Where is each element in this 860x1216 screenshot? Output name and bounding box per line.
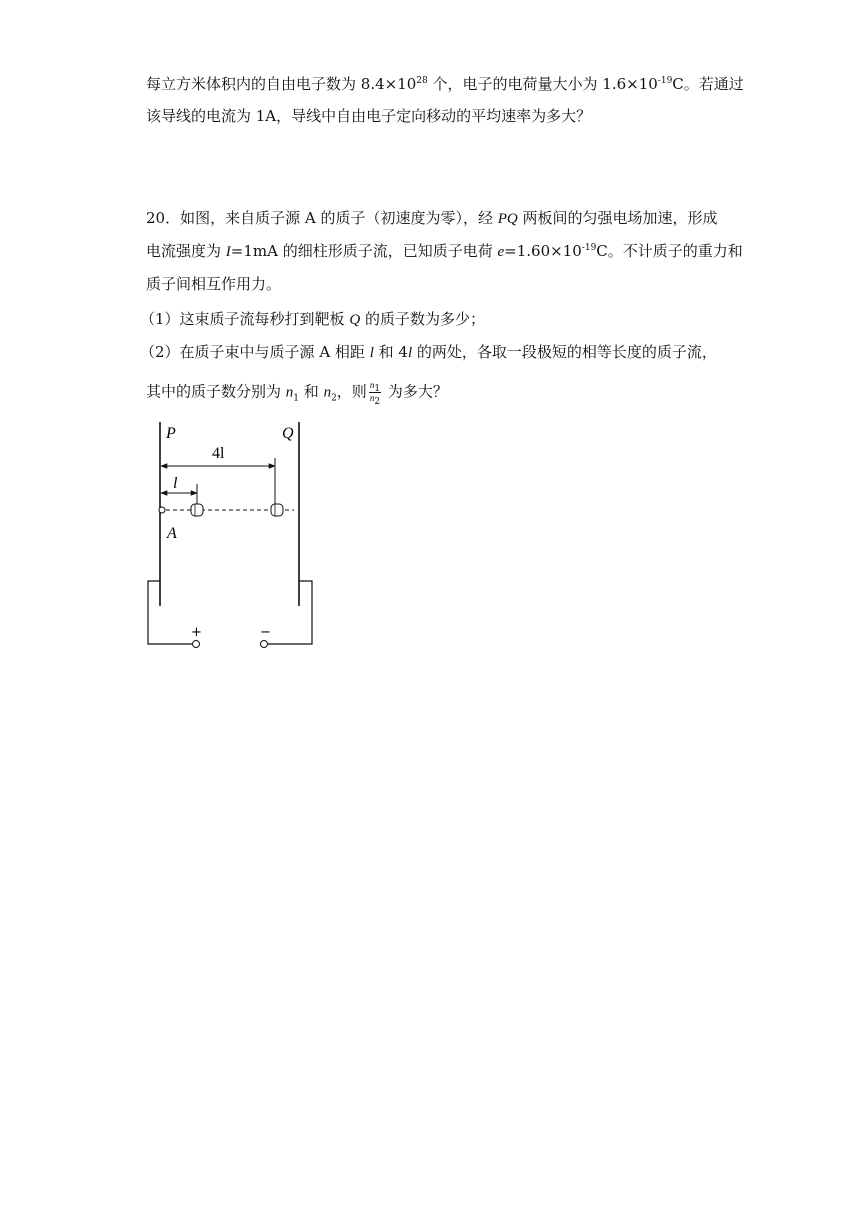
terminal-positive	[193, 641, 200, 648]
q20-text: 的两处，各取一段极短的相等长度的质子流，	[412, 343, 717, 361]
subscript: 2	[331, 393, 337, 404]
q20-text: 为多大？	[383, 382, 448, 401]
question-number: 20．	[146, 209, 181, 227]
label-plus: +	[191, 625, 202, 640]
symbol-PQ: PQ	[497, 211, 518, 227]
q20-text: 和	[299, 382, 324, 401]
symbol-l: l	[369, 345, 374, 361]
q20-line-1	[146, 208, 718, 229]
symbol-I: I	[225, 244, 231, 260]
fraction-numerator	[369, 380, 381, 393]
symbol-n: n	[369, 380, 375, 390]
subscript: 1	[374, 383, 381, 394]
label-A: A	[167, 525, 177, 542]
q20-sub-question-2-cont	[146, 380, 448, 405]
proton-source-A	[159, 507, 165, 513]
fraction-denominator	[369, 393, 381, 405]
q20-text: 和 4	[373, 343, 408, 361]
label-l: l	[173, 475, 178, 492]
q19-line-1	[146, 74, 744, 94]
q20-text: 如图，来自质子源 A 的质子（初速度为零），经	[180, 209, 498, 227]
symbol-l: l	[407, 345, 413, 361]
q19-text: 每立方米体积内的自由电子数为 8.4×10	[146, 75, 417, 93]
subscript: 2	[374, 396, 381, 407]
q19-text: C。若通过	[672, 75, 744, 93]
q20-text: 两板间的匀强电场加速，形成	[517, 209, 718, 227]
q20-text: =1mA 的细柱形质子流，已知质子电荷	[230, 242, 498, 260]
fraction-n1-over-n2	[369, 380, 381, 405]
label-4l: 4l	[212, 445, 225, 462]
q19-line-2: 该导线的电流为 1A，导线中自由电子定向移动的平均速率为多大？	[146, 107, 592, 125]
q20-text: 的质子数为多少；	[360, 310, 485, 328]
q20-text: =1.60×10	[504, 242, 582, 260]
symbol-n1: n	[285, 384, 294, 401]
q20-sub-question-2	[140, 342, 717, 363]
q20-line-2	[146, 241, 743, 262]
terminal-negative	[261, 641, 268, 648]
proton-accelerator-diagram	[140, 418, 330, 658]
q20-sub-question-1	[140, 309, 485, 330]
symbol-n: n	[369, 393, 375, 403]
exponent: -19	[657, 76, 673, 86]
label-P: P	[166, 425, 176, 442]
exponent: 28	[416, 76, 428, 86]
symbol-e: e	[497, 244, 505, 260]
q20-text: 电流强度为	[146, 242, 226, 260]
label-minus: −	[260, 625, 271, 640]
q20-text: （2）在质子束中与质子源 A 相距	[140, 343, 370, 361]
label-Q: Q	[282, 425, 294, 442]
q20-text: C。不计质子的重力和	[596, 242, 743, 260]
q20-text: （1）这束质子流每秒打到靶板	[140, 310, 350, 328]
subscript: 1	[293, 393, 300, 404]
beam-segment-4l	[271, 504, 283, 516]
q20-line-3: 质子间相互作用力。	[146, 275, 282, 293]
wire-right	[268, 581, 312, 644]
q20-text: 其中的质子数分别为	[146, 382, 286, 401]
beam-segment-l	[191, 504, 203, 516]
q19-text: 个，电子的电荷量大小为 1.6×10	[427, 75, 658, 93]
exponent: -19	[581, 243, 597, 253]
q20-text: ，则	[336, 382, 367, 401]
symbol-n2: n	[323, 384, 332, 401]
wire-left	[148, 581, 192, 644]
symbol-Q: Q	[349, 312, 361, 328]
